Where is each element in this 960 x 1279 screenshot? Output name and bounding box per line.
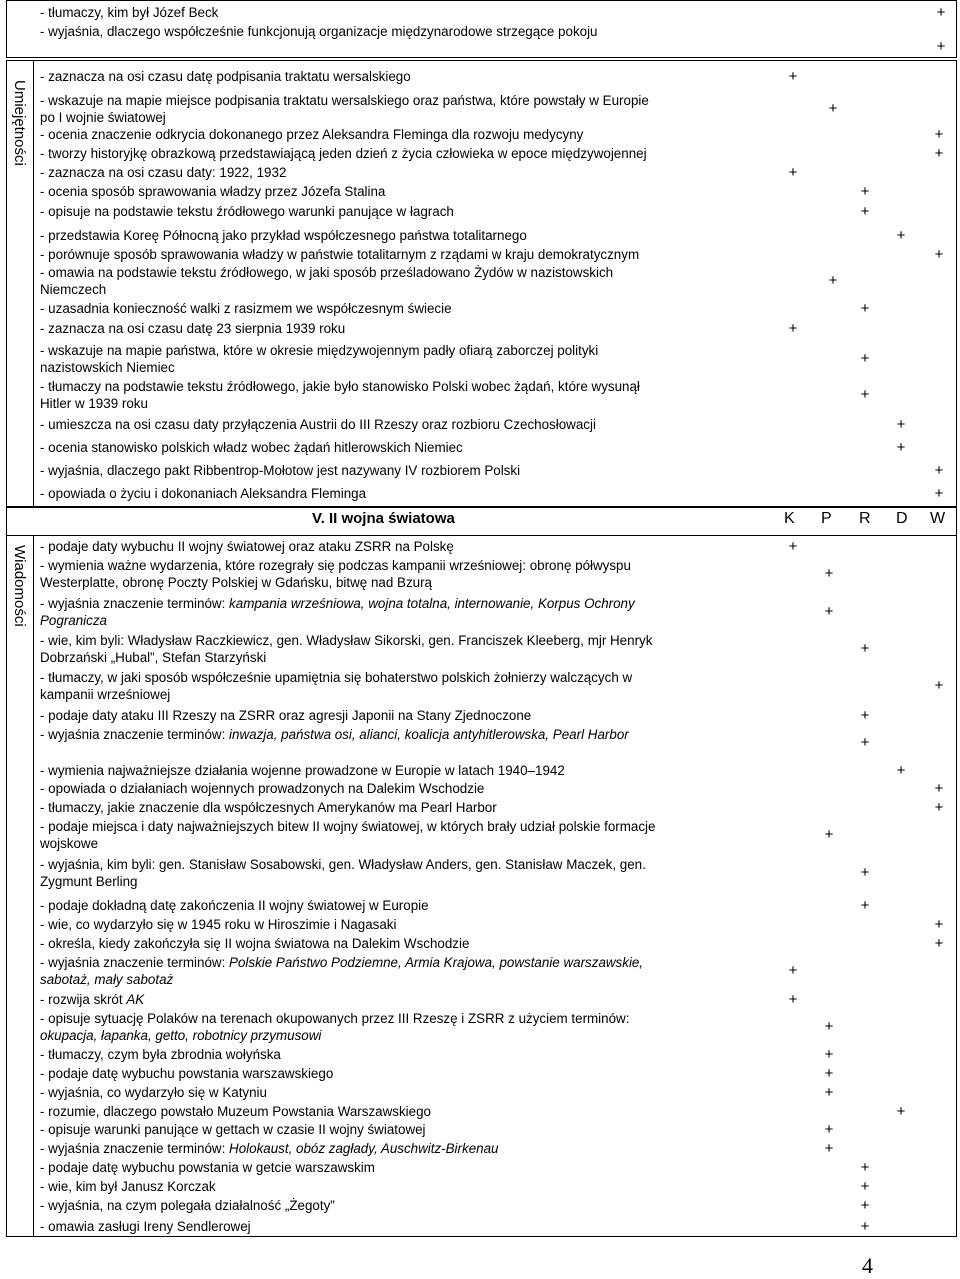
skills-row-text [40, 145, 647, 162]
knowledge-plus-mark-R: + [860, 1159, 870, 1176]
column-header-R: R [859, 510, 871, 527]
skills-plus-mark-K: + [788, 68, 798, 85]
column-header-W: W [930, 510, 946, 527]
skills-row-text [40, 246, 639, 263]
row-text-line1: - tłumaczy, czym była zbrodnia wołyńska [40, 1047, 281, 1062]
row-text-line2: wojskowe [40, 836, 99, 851]
row-text-line1: - wie, kim był Janusz Korczak [40, 1179, 216, 1194]
row-text-line1: - opisuje sytuację Polaków na terenach okupowanych przez III Rzeszę i ZSRR z użyciem terminów: [40, 1011, 630, 1026]
row-text-line2: Dobrzański „Hubal”, Stefan Starzyński [40, 650, 267, 665]
skills-plus-mark-D: + [896, 439, 906, 456]
row-text-line1: - opowiada o życiu i dokonaniach Aleksandra Fleminga [40, 486, 367, 501]
page-number: 4 [862, 1253, 873, 1278]
knowledge-plus-mark-R: + [860, 1197, 870, 1214]
knowledge-row-text [40, 669, 632, 703]
skills-row-text [40, 439, 463, 456]
top-plus-mark-W: + [936, 4, 946, 21]
row-italic-terms: Polskie Państwo Podziemne, Armia Krajowa, powstanie warszawskie, [229, 955, 644, 970]
row-text-line1: - wyjaśnia, dlaczego współcześnie funkcjonują organizacje międzynarodowe strzegące pokoju [40, 24, 598, 39]
skills-plus-mark-K: + [788, 164, 798, 181]
top-plus-mark-W: + [936, 38, 946, 55]
skills-row-text [40, 164, 286, 181]
knowledge-plus-mark-R: + [860, 707, 870, 724]
row-text-line1: - wyjaśnia znaczenie terminów: [40, 955, 230, 970]
knowledge-plus-mark-K: + [788, 538, 798, 555]
row-text-line2: okupacja, łapanka, getto, robotnicy przymusowi [40, 1028, 322, 1043]
knowledge-plus-mark-R: + [860, 1178, 870, 1195]
skills-row-text [40, 462, 520, 479]
row-text-line1: - tłumaczy, jakie znaczenie dla współczesnych Amerykanów ma Pearl Harbor [40, 800, 497, 815]
row-text-line1: - podaje miejsca i daty najważniejszych bitew II wojny światowej, w których brały udział polskie formacje [40, 819, 656, 834]
row-text-line1: - wyjaśnia znaczenie terminów: [40, 1141, 230, 1156]
knowledge-plus-mark-R: + [860, 1218, 870, 1235]
knowledge-row-text [40, 991, 144, 1008]
skills-row-text [40, 342, 598, 376]
row-text-line1: - podaje daty ataku III Rzeszy na ZSRR oraz agresji Japonii na Stany Zjednoczone [40, 708, 532, 723]
skills-plus-mark-R: + [860, 350, 870, 367]
knowledge-row-text [40, 595, 635, 629]
knowledge-row-text [40, 856, 646, 890]
row-text-line1: - wyjaśnia, na czym polegała działalność „Żegoty” [40, 1198, 335, 1213]
knowledge-plus-mark-P: + [824, 1018, 834, 1035]
row-text-line1: - umieszcza na osi czasu daty przyłączenia Austrii do III Rzeszy oraz rozbioru Czechosłowacji [40, 417, 596, 432]
row-text-line1: - podaje datę wybuchu powstania w getcie warszawskim [40, 1160, 375, 1175]
skills-plus-mark-W: + [934, 145, 944, 162]
row-text-line1: - porównuje sposób sprawowania władzy w państwie totalitarnym z rządami w kraju demokratycznym [40, 247, 640, 262]
skills-plus-mark-W: + [934, 126, 944, 143]
skills-plus-mark-W: + [934, 462, 944, 479]
row-text-line1: - wskazuje na mapie państwa, które w okresie międzywojennym padły ofiarą zaborczej polityki [40, 343, 599, 358]
skills-row-text [40, 320, 345, 337]
knowledge-row-text [40, 1178, 216, 1195]
knowledge-plus-mark-W: + [934, 799, 944, 816]
skills-row-text [40, 227, 527, 244]
row-text-line2: Niemczech [40, 282, 107, 297]
knowledge-plus-mark-P: + [824, 1046, 834, 1063]
skills-label-divider [33, 60, 34, 507]
knowledge-row-text [40, 707, 531, 724]
row-text-line2: sabotaż, mały sabotaż [40, 972, 174, 987]
knowledge-plus-mark-R: + [860, 864, 870, 881]
section-title: V. II wojna światowa [312, 510, 455, 527]
knowledge-row-text [40, 954, 643, 988]
knowledge-plus-mark-D: + [896, 762, 906, 779]
row-text-line1: - tłumaczy na podstawie tekstu źródłowego, jakie było stanowisko Polski wobec żądań, które wysunął [40, 379, 640, 394]
skills-row-text [40, 92, 649, 126]
row-text-line1: - wyjaśnia, kim byli: gen. Stanisław Sosabowski, gen. Władysław Anders, gen. Stanisław Maczek, gen. [40, 857, 646, 872]
knowledge-plus-mark-R: + [860, 640, 870, 657]
knowledge-row-text [40, 1218, 251, 1235]
knowledge-row-text [40, 935, 469, 952]
knowledge-plus-mark-P: + [824, 565, 834, 582]
skills-plus-mark-R: + [860, 386, 870, 403]
row-text-line2: Zygmunt Berling [40, 874, 138, 889]
knowledge-plus-mark-P: + [824, 1121, 834, 1138]
knowledge-label-divider [33, 535, 34, 1237]
row-text-line1: - uzasadnia konieczność walki z rasizmem we współczesnym świecie [40, 301, 452, 316]
row-text-line1: - zaznacza na osi czasu daty: 1922, 1932 [40, 165, 287, 180]
row-text-line1: - omawia zasługi Ireny Sendlerowej [40, 1219, 251, 1234]
knowledge-plus-mark-P: + [824, 826, 834, 843]
row-text-line1: - opisuje warunki panujące w gettach w czasie II wojny światowej [40, 1122, 426, 1137]
knowledge-row-text [40, 1140, 498, 1157]
top-row-text [40, 23, 598, 40]
row-italic-terms: AK [126, 992, 145, 1007]
knowledge-plus-mark-P: + [824, 1084, 834, 1101]
knowledge-row-text [40, 1065, 333, 1082]
row-text-line1: - wskazuje na mapie miejsce podpisania traktatu wersalskiego oraz państwa, które powstały w Europie [40, 93, 649, 108]
skills-row-text [40, 203, 454, 220]
knowledge-side-label: Wiadomości [11, 545, 28, 627]
skills-side-label: Umiejętności [11, 80, 28, 166]
row-text-line1: - opowiada o działaniach wojennych prowadzonych na Dalekim Wschodzie [40, 781, 485, 796]
row-text-line1: - podaje datę wybuchu powstania warszawskiego [40, 1066, 334, 1081]
skills-plus-mark-P: + [828, 272, 838, 289]
knowledge-row-text [40, 1046, 281, 1063]
knowledge-plus-mark-K: + [788, 991, 798, 1008]
skills-plus-mark-R: + [860, 183, 870, 200]
row-text-line1: - omawia na podstawie tekstu źródłowego, w jaki sposób prześladowano Żydów w nazistowskich [40, 265, 614, 280]
knowledge-row-text [40, 1159, 375, 1176]
row-text-line1: - ocenia sposób sprawowania władzy przez Józefa Stalina [40, 184, 386, 199]
knowledge-plus-mark-W: + [934, 780, 944, 797]
row-text-line1: - wyjaśnia znaczenie terminów: [40, 727, 230, 742]
knowledge-row-text [40, 1197, 335, 1214]
row-text-line1: - rozwija skrót [40, 992, 127, 1007]
skills-row-text [40, 68, 411, 85]
skills-plus-mark-K: + [788, 320, 798, 337]
knowledge-row-text [40, 538, 454, 555]
skills-row-text [40, 378, 640, 412]
knowledge-row-text [40, 1103, 431, 1120]
row-text-line2: Hitler w 1939 roku [40, 396, 148, 411]
knowledge-row-text [40, 557, 631, 591]
knowledge-row-text [40, 1121, 426, 1138]
knowledge-plus-mark-P: + [824, 1140, 834, 1157]
knowledge-plus-mark-K: + [788, 962, 798, 979]
knowledge-plus-mark-R: + [860, 897, 870, 914]
knowledge-row-text [40, 1084, 267, 1101]
skills-row-text [40, 264, 613, 298]
knowledge-row-text [40, 726, 629, 743]
knowledge-plus-mark-W: + [934, 916, 944, 933]
skills-row-text [40, 416, 596, 433]
knowledge-row-text [40, 762, 565, 779]
row-text-line2: kampanii wrześniowej [40, 687, 171, 702]
row-text-line1: - określa, kiedy zakończyła się II wojna światowa na Dalekim Wschodzie [40, 936, 470, 951]
row-italic-terms: kampania wrześniowa, wojna totalna, internowanie, Korpus Ochrony [229, 596, 635, 611]
skills-row-text [40, 300, 452, 317]
row-text-line1: - ocenia znaczenie odkrycia dokonanego przez Aleksandra Fleminga dla rozwoju medycyny [40, 127, 584, 142]
knowledge-plus-mark-R: + [860, 734, 870, 751]
knowledge-row-text [40, 916, 396, 933]
knowledge-row-text [40, 799, 497, 816]
row-italic-terms: Holokaust, obóz zagłady, Auschwitz-Birkenau [229, 1141, 499, 1156]
skills-row-text [40, 485, 366, 502]
column-header-D: D [896, 510, 908, 527]
row-text-line1: - wyjaśnia, dlaczego pakt Ribbentrop-Mołotow jest nazywany IV rozbiorem Polski [40, 463, 521, 478]
knowledge-row-text [40, 818, 655, 852]
knowledge-plus-mark-W: + [934, 677, 944, 694]
row-text-line1: - opisuje na podstawie tekstu źródłowego warunki panujące w łagrach [40, 204, 454, 219]
knowledge-plus-mark-P: + [824, 603, 834, 620]
row-text-line2: nazistowskich Niemiec [40, 360, 175, 375]
row-text-line1: - wymienia ważne wydarzenia, które rozegrały się podczas kampanii wrześniowej: obronę półwyspu [40, 558, 631, 573]
skills-plus-mark-D: + [896, 416, 906, 433]
skills-plus-mark-R: + [860, 300, 870, 317]
section-header-rule [6, 535, 957, 536]
skills-plus-mark-P: + [828, 100, 838, 117]
row-text-line1: - zaznacza na osi czasu datę podpisania traktatu wersalskiego [40, 69, 411, 84]
column-header-K: K [784, 510, 795, 527]
row-text-line1: - zaznacza na osi czasu datę 23 sierpnia 1939 roku [40, 321, 346, 336]
row-text-line1: - ocenia stanowisko polskich władz wobec żądań hitlerowskich Niemiec [40, 440, 463, 455]
row-text-line1: - wyjaśnia znaczenie terminów: [40, 596, 230, 611]
knowledge-row-text [40, 632, 652, 666]
row-italic-terms: inwazja, państwa osi, alianci, koalicja antyhitlerowska, Pearl Harbor [229, 727, 629, 742]
row-text-line1: - tłumaczy, kim był Józef Beck [40, 5, 219, 20]
knowledge-row-text [40, 1010, 629, 1044]
skills-plus-mark-W: + [934, 246, 944, 263]
row-text-line1: - przedstawia Koreę Północną jako przykład współczesnego państwa totalitarnego [40, 228, 527, 243]
knowledge-row-text [40, 897, 429, 914]
skills-row-text [40, 183, 385, 200]
row-text-line1: - tworzy historyjkę obrazkową przedstawiającą jeden dzień z życia człowieka w epoce międzywojennej [40, 146, 647, 161]
top-row-text [40, 4, 218, 21]
column-header-P: P [821, 510, 832, 527]
row-text-line1: - podaje dokładną datę zakończenia II wojny światowej w Europie [40, 898, 429, 913]
skills-plus-mark-D: + [896, 227, 906, 244]
row-text-line1: - wymienia najważniejsze działania wojenne prowadzone w Europie w latach 1940–1942 [40, 763, 565, 778]
row-text-line1: - wyjaśnia, co wydarzyło się w Katyniu [40, 1085, 267, 1100]
knowledge-plus-mark-P: + [824, 1065, 834, 1082]
row-text-line1: - rozumie, dlaczego powstało Muzeum Powstania Warszawskiego [40, 1104, 431, 1119]
row-text-line1: - wie, kim byli: Władysław Raczkiewicz, gen. Władysław Sikorski, gen. Franciszek Kleeberg, mjr Henryk [40, 633, 653, 648]
knowledge-plus-mark-D: + [896, 1103, 906, 1120]
row-text-line2: Westerplatte, obronę Poczty Polskiej w Gdańsku, bitwę nad Bzurą [40, 575, 432, 590]
row-text-line1: - wie, co wydarzyło się w 1945 roku w Hiroszimie i Nagasaki [40, 917, 397, 932]
row-text-line1: - tłumaczy, w jaki sposób współcześnie upamiętnia się bohaterstwo polskich żołnierzy walczących w [40, 670, 633, 685]
skills-plus-mark-R: + [860, 203, 870, 220]
row-text-line1: - podaje daty wybuchu II wojny światowej oraz ataku ZSRR na Polskę [40, 539, 454, 554]
knowledge-plus-mark-W: + [934, 935, 944, 952]
skills-plus-mark-W: + [934, 485, 944, 502]
knowledge-row-text [40, 780, 484, 797]
row-text-line2: po I wojnie światowej [40, 110, 166, 125]
skills-row-text [40, 126, 583, 143]
row-text-line2: Pogranicza [40, 613, 107, 628]
